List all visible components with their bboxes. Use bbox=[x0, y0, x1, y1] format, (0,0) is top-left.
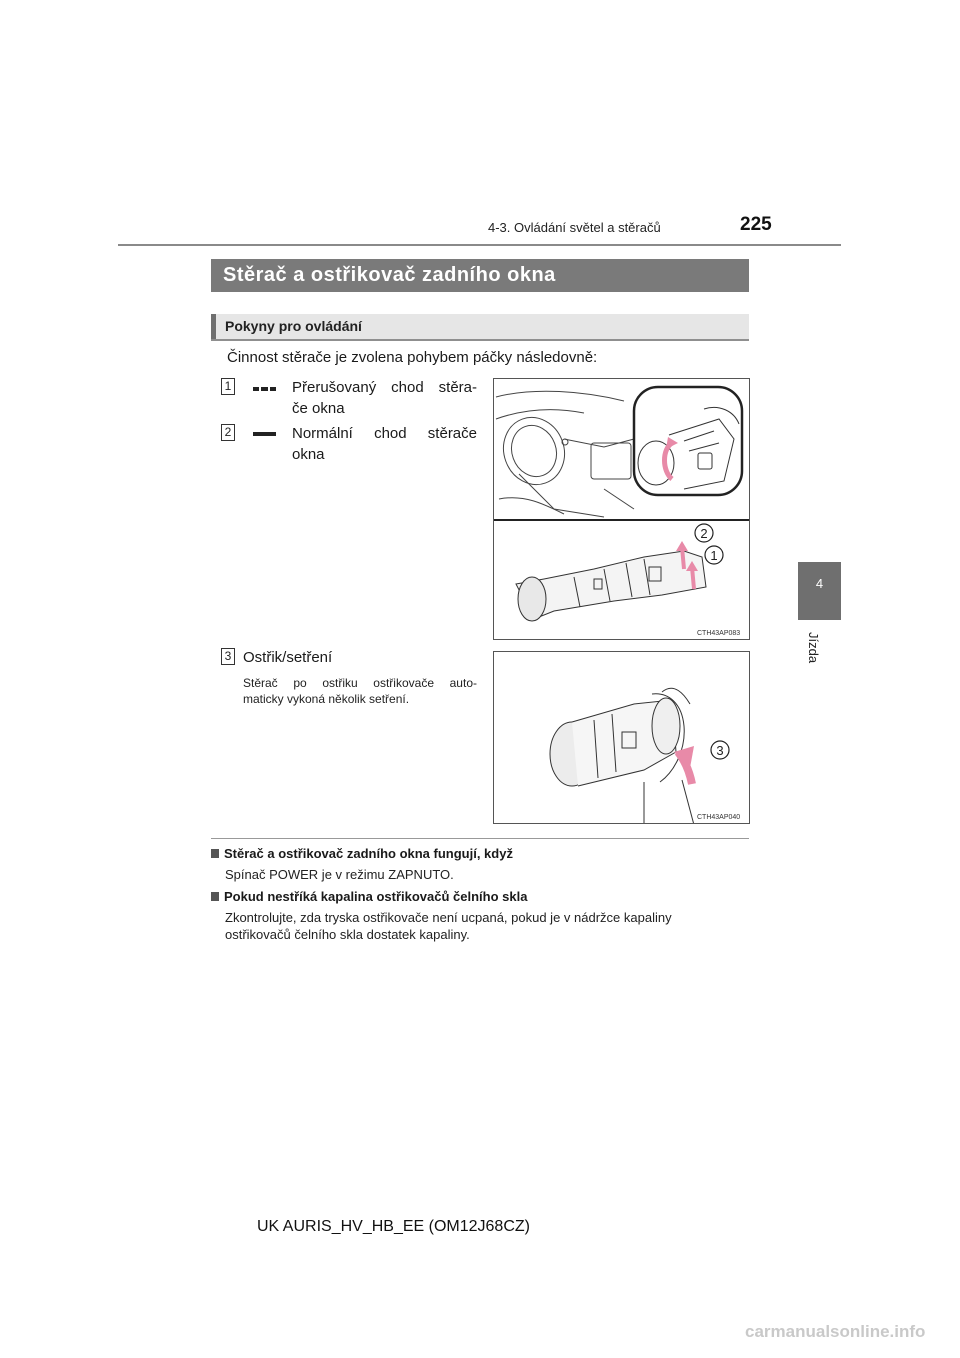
item-2-line2: okna bbox=[292, 446, 325, 463]
item-3-desc-line2: maticky vykoná několik setření. bbox=[243, 692, 410, 706]
item-1-line1: Přerušovaný chod stěra- bbox=[292, 379, 477, 396]
continuous-symbol-icon bbox=[253, 432, 276, 436]
page-number: 225 bbox=[740, 214, 772, 235]
header-section-title: 4-3. Ovládání světel a stěračů bbox=[488, 220, 661, 235]
callout-1: 1 bbox=[710, 548, 718, 563]
subsection-header bbox=[211, 314, 749, 341]
note-heading-text: Stěrač a ostřikovač zadního okna fungují, když bbox=[224, 846, 513, 861]
chapter-tab-label: Jízda bbox=[806, 632, 821, 664]
section-divider bbox=[211, 838, 749, 839]
chapter-tab-number: 4 bbox=[815, 576, 824, 591]
callout-2: 2 bbox=[700, 526, 708, 541]
subsection-title: Pokyny pro ovládání bbox=[225, 318, 362, 334]
item-3-description bbox=[243, 675, 477, 707]
item-number-badge: 3 bbox=[221, 648, 235, 665]
item-2-line1: Normální chod stěrače bbox=[292, 425, 477, 442]
intro-text: Činnost stěrače je zvolena pohybem páčky následovně: bbox=[227, 349, 598, 366]
note-body-line: ostřikovačů čelního skla dostatek kapaliny. bbox=[225, 927, 470, 942]
callout-3: 3 bbox=[716, 743, 724, 758]
item-1-line2: če okna bbox=[292, 400, 345, 417]
subsection-accent-bar bbox=[211, 314, 216, 339]
wiper-lever-illustration bbox=[494, 379, 750, 640]
intermittent-symbol-icon bbox=[253, 387, 276, 391]
note-body-line: Spínač POWER je v režimu ZAPNUTO. bbox=[225, 867, 454, 882]
figure-code: CTH43AP083 bbox=[697, 630, 741, 637]
figure-wiper-lever bbox=[493, 378, 750, 640]
item-3-title: Ostřik/setření bbox=[243, 649, 333, 666]
item-number-badge: 2 bbox=[221, 424, 235, 441]
note-body-line: Zkontrolujte, zda tryska ostřikovače není ucpaná, pokud je v nádržce kapaliny bbox=[225, 910, 672, 925]
note-bullet-icon bbox=[211, 892, 219, 901]
washer-lever-illustration bbox=[494, 652, 750, 824]
header-divider bbox=[118, 244, 841, 246]
note-bullet-icon bbox=[211, 849, 219, 858]
note-body-1 bbox=[225, 866, 755, 883]
note-heading-text: Pokud nestříká kapalina ostřikovačů čelního skla bbox=[224, 889, 528, 904]
figure-washer-lever bbox=[493, 651, 750, 824]
note-heading-2 bbox=[211, 889, 527, 904]
item-number-badge: 1 bbox=[221, 378, 235, 395]
item-2-text bbox=[292, 423, 477, 465]
chapter-tab bbox=[798, 562, 841, 620]
section-title: Stěrač a ostřikovač zadního okna bbox=[211, 259, 749, 292]
item-3-desc-line1: Stěrač po ostřiku ostřikovače auto- bbox=[243, 676, 477, 690]
item-1-text bbox=[292, 377, 477, 419]
watermark: carmanualsonline.info bbox=[745, 1322, 926, 1341]
document-footer: UK AURIS_HV_HB_EE (OM12J68CZ) bbox=[257, 1218, 530, 1235]
note-heading-1 bbox=[211, 846, 513, 861]
note-body-2 bbox=[225, 909, 755, 943]
figure-code: CTH43AP040 bbox=[697, 814, 741, 821]
